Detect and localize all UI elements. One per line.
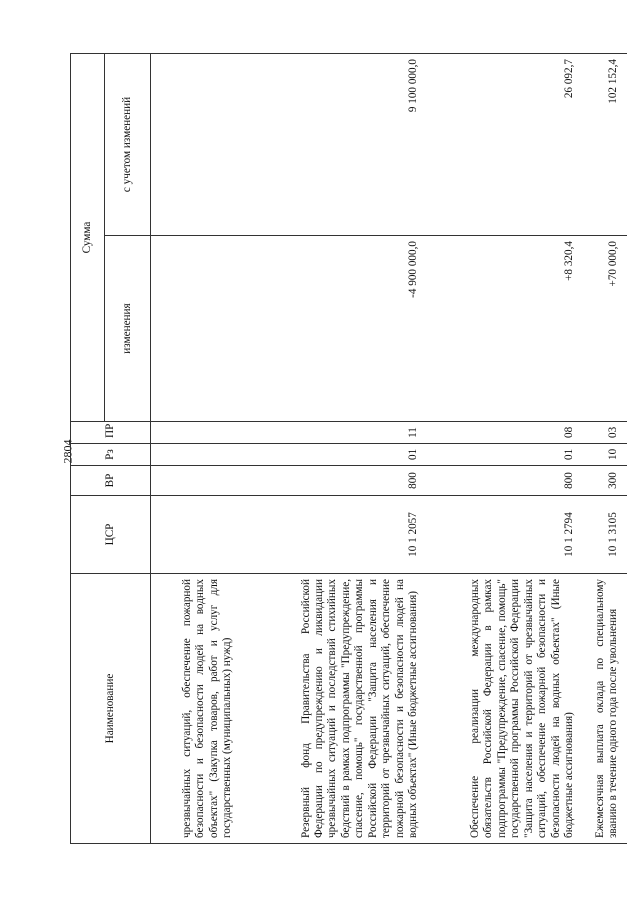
header-pr: ПР (71, 422, 151, 444)
row-change: +70 000,0 (579, 236, 627, 422)
row-total: 26 092,7 (423, 54, 579, 236)
rotated-page (70, 54, 626, 844)
row-name: Ежемесячная выплата оклада по специальному званию в течение одного года после увольнения (579, 574, 627, 844)
table-row (237, 54, 423, 844)
table-row (579, 54, 627, 844)
table-header (71, 54, 151, 844)
row-change: -4 900 000,0 (237, 236, 423, 422)
row-rz (151, 444, 237, 466)
header-rz: Рз (71, 444, 151, 466)
table-body (151, 54, 627, 844)
row-vr: 800 (237, 466, 423, 496)
row-vr (151, 466, 237, 496)
row-total (151, 54, 237, 236)
row-rz: 10 (579, 444, 627, 466)
row-rz: 01 (423, 444, 579, 466)
row-pr: 03 (579, 422, 627, 444)
row-change (151, 236, 237, 422)
row-change: +8 320,4 (423, 236, 579, 422)
row-vr: 300 (579, 466, 627, 496)
row-name: Резервный фонд Правительства Российской Федерации по предупреждению и ликвидации чрезвычайных ситуаций и последствий стихийных бедствий в рамках подпрограммы "Предупреждение, спасение, помощь" государственной программы Российской Федерации "Защита населения и территорий от чрезвычайных ситуаций, обеспечение пожарной безопасности и безопасности людей на водных объектах" (Иные бюджетные ассигнования) (237, 574, 423, 844)
row-total: 102 152,4 (579, 54, 627, 236)
row-vr: 800 (423, 466, 579, 496)
page-number: 2804 (60, 439, 75, 464)
row-rz: 01 (237, 444, 423, 466)
header-vr: ВР (71, 466, 151, 496)
header-name: Наименование (71, 574, 151, 844)
row-pr: 11 (237, 422, 423, 444)
row-pr: 08 (423, 422, 579, 444)
row-name: Обеспечение реализации международных обязательств Российской Федерации в рамках подпрограммы "Предупреждение, спасение, помощь" государственной программы Российской Федерации "Защита населения и территорий от чрезвычайных ситуаций, обеспечение пожарной безопасности и безопасности людей на водных объектах" (Иные бюджетные ассигнования) (423, 574, 579, 844)
header-sum: Сумма (71, 54, 105, 422)
row-csr: 10 1 3105 (579, 496, 627, 574)
table-row (151, 54, 237, 844)
row-pr (151, 422, 237, 444)
row-csr (151, 496, 237, 574)
row-csr: 10 1 2794 (423, 496, 579, 574)
table-row (423, 54, 579, 844)
budget-table (70, 53, 627, 844)
row-csr: 10 1 2057 (237, 496, 423, 574)
row-total: 9 100 000,0 (237, 54, 423, 236)
row-name: чрезвычайных ситуаций, обеспечение пожарной безопасности и безопасности людей на водных объектах" (Закупка товаров, работ и услуг для государственных (муниципальных) нужд) (151, 574, 237, 844)
header-csr: ЦСР (71, 496, 151, 574)
header-with-changes: с учетом изменений (105, 54, 151, 236)
header-change: изменения (105, 236, 151, 422)
